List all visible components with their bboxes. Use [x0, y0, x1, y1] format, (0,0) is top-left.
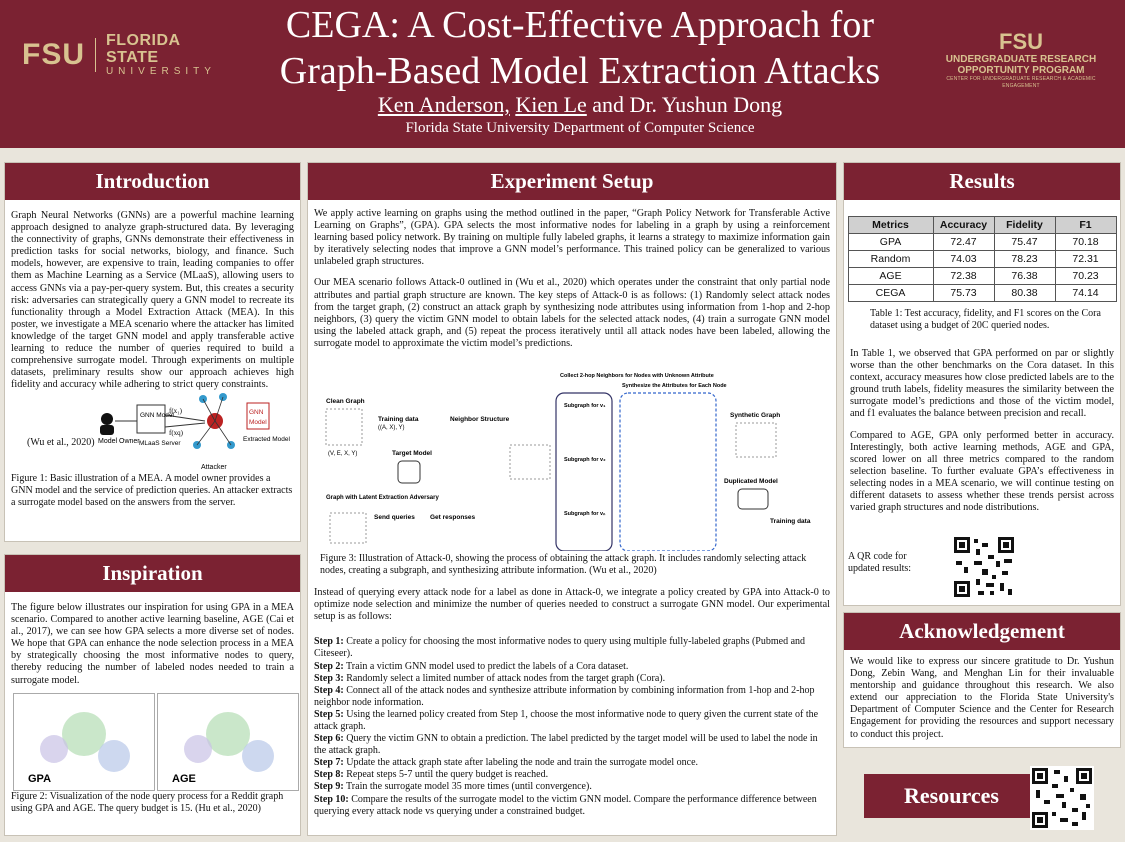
inspiration-title: Inspiration: [5, 555, 300, 592]
fsu-mark: FSU: [22, 38, 85, 71]
svg-text:Subgraph for vₙ: Subgraph for vₙ: [564, 511, 606, 518]
figure-2: [5, 693, 300, 791]
svg-text:Graph with Latent Extraction A: Graph with Latent Extraction Adversary: [326, 495, 439, 502]
svg-text:GNN: GNN: [249, 409, 264, 417]
svg-text:Subgraph for v₂: Subgraph for v₂: [564, 457, 606, 464]
acknowledgement-title: Acknowledgement: [844, 613, 1120, 650]
age-label: AGE: [172, 772, 196, 785]
svg-text:Clean Graph: Clean Graph: [326, 398, 365, 406]
poster-title: [230, 2, 930, 94]
fxq-label: f(xq): [169, 429, 183, 438]
step-item: Step 1: Create a policy for choosing the most informative nodes to query using multiple fully-labeled graphs (Pubmed and Citeseer).: [314, 636, 806, 660]
logo-divider: [95, 38, 96, 72]
title-line-1: CEGA: A Cost-Effective Approach for: [285, 4, 875, 46]
results-paragraph-2: Compared to AGE, GPA only performed better in accuracy. Interestingly, both active learning methods, AGE and GPA, scored lower on all three metrics compared to the random selection baseline. To further evaluate GPA’s effectiveness in selecting nodes in a MEA scenario, we will continue testing on different datasets to assess whether these trends persist across varied graph structures and node distributions.: [850, 429, 1114, 514]
setup-paragraph-2: Our MEA scenario follows Attack-0 outlined in (Wu et al., 2020) which operates under the constraint that only partial node attributes and partial graph structure are known. The key steps of Attack-0 is as follows: (1) Randomly select attack nodes from the target graph, (2) construct an attack graph by synthesizing node attributes using information from 1-hop and 2-hop neighbors, (3) query the victim GNN model to obtain labels for the selected attack nodes, (4) train a surrogate GNN model using the labeled attack graph, and (5) repeat the process iteratively until all attack nodes have been labeled, allowing the surrogate model to approximate the victim model’s predictions.: [314, 277, 830, 349]
urop-line-2: OPPORTUNITY PROGRAM: [957, 65, 1085, 76]
svg-text:Synthesize the Attributes for: Synthesize the Attributes for Each Node: [622, 383, 727, 390]
table-row: CEGA 75.73 80.38 74.14: [848, 285, 1116, 302]
inspiration-panel: [4, 554, 301, 836]
owner-icon: [101, 413, 113, 425]
fsu-name: FLORIDA STATE: [105, 31, 180, 66]
attack-0-diagram: [320, 363, 820, 551]
experiment-setup-title: Experiment Setup: [308, 163, 836, 200]
attacker-label: Attacker: [201, 464, 227, 472]
department: Florida State University Department of Computer Science: [405, 120, 755, 136]
server-label: MLaaS Server: [139, 440, 181, 448]
authors: [230, 92, 930, 118]
author-2: Kien Le: [515, 92, 587, 117]
poster-header: [0, 0, 1125, 148]
table-header-row: Metrics Accuracy Fidelity F1: [848, 217, 1116, 234]
step-item: Step 6: Query the victim GNN to obtain a prediction. The label predicted by the target model will be used to label the node in the attack graph.: [314, 733, 818, 757]
age-graph: [157, 693, 299, 791]
urop-logo: [928, 30, 1114, 90]
svg-text:Training data: Training data: [378, 416, 419, 424]
svg-text:Subgraph for v₁: Subgraph for v₁: [564, 403, 606, 410]
qr-text: A QR code for updated results:: [848, 551, 912, 574]
results-panel: [843, 162, 1121, 606]
results-table: [848, 216, 1117, 302]
figure-1-caption: Figure 1: Basic illustration of a MEA. A model owner provides a GNN model and the service of prediction queries. An attacker extracts a surrogate model based on the answers from the server.: [11, 473, 293, 509]
title-line-2: Graph-Based Model Extraction Attacks: [279, 50, 881, 92]
gnn-server-label: GNN Model: [140, 412, 174, 420]
table-row: AGE 72.38 76.38 70.23: [848, 268, 1116, 285]
svg-text:Get responses: Get responses: [430, 514, 476, 522]
author-3: and Dr. Yushun Dong: [586, 92, 783, 117]
figure-1-cite: (Wu et al., 2020): [27, 437, 95, 449]
svg-text:Duplicated Model: Duplicated Model: [724, 478, 778, 486]
svg-text:Model: Model: [249, 419, 267, 427]
steps-list: [308, 636, 836, 817]
svg-text:Training data: Training data: [770, 518, 811, 526]
urop-line-3: CENTER FOR UNDERGRADUATE RESEARCH & ACADEMIC ENGAGEMENT: [946, 76, 1096, 89]
extracted-label: Extracted Model: [243, 436, 290, 444]
svg-text:Collect 2-hop Neighbors for No: Collect 2-hop Neighbors for Nodes with Unknown Attribute: [560, 373, 714, 380]
results-qr-code[interactable]: [952, 535, 1016, 599]
svg-text:(V, E, X, Y): (V, E, X, Y): [328, 451, 358, 458]
step-item: Step 10: Compare the results of the surrogate model to the victim GNN model. Compare the performance difference between querying every attack node vs querying under a constrained budget.: [314, 793, 817, 817]
svg-text:Synthetic Graph: Synthetic Graph: [730, 412, 781, 420]
figure-2-caption: Figure 2: Visualization of the node query process for a Reddit graph using GPA and AGE. The query budget is 15. (Hu et al., 2020): [11, 790, 284, 814]
step-item: Step 8: Repeat steps 5-7 until the query budget is reached.: [314, 769, 549, 781]
author-1: Ken Anderson,: [377, 92, 510, 117]
introduction-text: Graph Neural Networks (GNNs) are a powerful machine learning approach designed to analyze graph-structured data. By leveraging the connectivity of graphs, GNNs demonstrate their effectiveness in prediction tasks for social networks, biology, and finance. Such models, however, are expensive to train, leading companies to offer them as Machine Learning as a Service (MLaaS), allowing users to access GNNs via a pay-per-query system. But, this creates a security risk: adversaries can strategically query a GNN model to recreate its functionality through a Model Extraction Attack (MEA). In this poster, we investigate a MEA scenario where the attacker has limited knowledge of the target GNN model and apply transferable active learning to reduce the number of queries required to build a comprehensive surrogate model. Through experiments on multiple datasets, preliminary results show our approach achieves high fidelity and accuracy while adhering to strict query constraints.: [11, 210, 294, 391]
urop-line-1: UNDERGRADUATE RESEARCH: [945, 54, 1097, 65]
acknowledgement-panel: [843, 612, 1121, 748]
resources-qr-code[interactable]: [1030, 766, 1094, 830]
table-row: GPA 72.47 75.47 70.18: [848, 234, 1116, 251]
results-paragraph-1: In Table 1, we observed that GPA performed on par or slightly worse than the other benchmarks on the Cora dataset. In this context, accuracy measures how close predicted labels are to the ground truth labels, fidelity measures the similarity between the surrogate model’s predictions and those of the victim model, and f1 evaluates the balance between precision and recall.: [850, 348, 1114, 420]
mea-diagram: [97, 387, 297, 471]
figure-1: [5, 387, 300, 473]
figure-3-caption: Figure 3: Illustration of Attack-0, showing the process of obtaining the attack graph. It includes randomly selecting attack nodes, creating a subgraph, and synthesizing attribute information. (Wu et al., 2020): [320, 553, 807, 577]
results-title: Results: [844, 163, 1120, 200]
owner-label: Model Owner: [98, 438, 140, 446]
setup-paragraph-3: Instead of querying every attack node for a label as done in Attack-0, we integrate a policy created by GPA into Attack-0 to optimize node selection and minimize the number of queries needed to construct a surrogate GNN model. Our experimental setup is as follows:: [314, 587, 830, 623]
introduction-title: Introduction: [5, 163, 300, 200]
inspiration-text: The figure below illustrates our inspiration for using GPA in a MEA scenario. Compared to another active learning baseline, AGE (Cai et al., 2017), we can see how GPA selects a more diverse set of nodes. We hope that GPA can enhance the node selection process in a MEA by strategically choosing the most informative nodes to query, thereby reducing the number of labeled nodes needed to train a surrogate model.: [11, 602, 294, 686]
svg-text:Target Model: Target Model: [392, 450, 432, 458]
fx1-label: f(x₁): [169, 407, 182, 416]
urop-mark: FSU: [999, 29, 1043, 54]
figure-3: [308, 363, 836, 553]
step-item: Step 2: Train a victim GNN model used to predict the labels of a Cora dataset.: [314, 660, 629, 672]
gnn-server-box: [137, 405, 165, 433]
fsu-logo: [22, 31, 232, 77]
acknowledgement-text: We would like to express our sincere gratitude to Dr. Yushun Dong, Zebin Wang, and Menghan Lin for their invaluable mentorship and guidance throughout this research. We also extend our appreciation to the Florida State University's Department of Computer Science and the Center for Research Engagement for providing the resources and support necessary to conduct this project.: [850, 656, 1114, 740]
table-row: Random 74.03 78.23 72.31: [848, 251, 1116, 268]
setup-paragraph-1: We apply active learning on graphs using the method outlined in the paper, “Graph Policy Network for Transferable Active Learning on Graphs”, (GPA). GPA selects the most informative nodes for labeling in a graph by using a reinforcement learning based policy network. By training on multiple fully labeled graphs, it learns a strategy to maximize information gain by iteratively selecting nodes that improve a GNN model’s performance. This trained policy can be generalized to various unlabeled graph structures.: [314, 208, 830, 268]
owner-body: [100, 425, 114, 435]
step-item: Step 5: Using the learned policy created from Step 1, choose the most informative node to query given the current state of the attack graph.: [314, 708, 819, 732]
fsu-sub: UNIVERSITY: [105, 65, 216, 77]
resources-title: Resources: [864, 774, 1039, 818]
gpa-graph: [13, 693, 155, 791]
svg-text:((A, X), Y): ((A, X), Y): [378, 425, 405, 432]
introduction-panel: [4, 162, 301, 542]
step-item: Step 3: Randomly select a limited number of attack nodes from the target graph (Cora).: [314, 672, 666, 684]
step-item: Step 9: Train the surrogate model 35 more times (until convergence).: [314, 781, 592, 793]
svg-text:Send queries: Send queries: [374, 514, 415, 522]
svg-text:Neighbor Structure: Neighbor Structure: [450, 416, 510, 424]
step-item: Step 7: Update the attack graph state after labeling the node and train the surrogate model once.: [314, 757, 699, 769]
experiment-setup-panel: [307, 162, 837, 836]
step-item: Step 4: Connect all of the attack nodes and synthesize attribute information by combining information from 1-hop and 2-hop neighbor node information.: [314, 684, 815, 708]
gpa-label: GPA: [28, 772, 52, 785]
table-1-caption: Table 1: Test accuracy, fidelity, and F1 scores on the Cora dataset using a budget of 20C queried nodes.: [870, 308, 1101, 331]
